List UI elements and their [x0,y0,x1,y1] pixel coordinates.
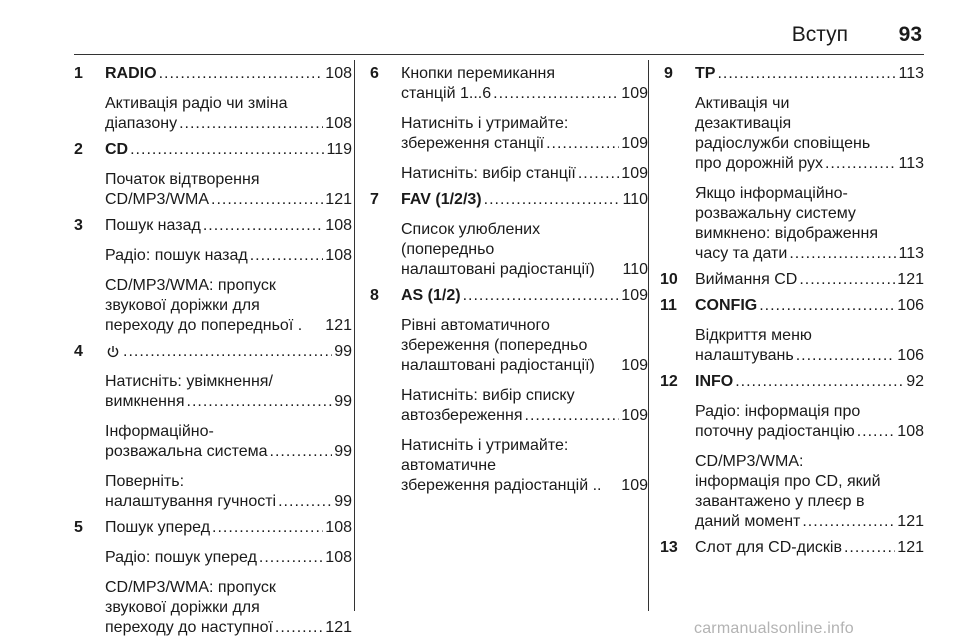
subentry-text: завантажено у плеєр в [695,493,865,510]
toc-entry-4 [74,342,352,362]
subentry-page: 109 [621,135,648,152]
toc-subentry [370,386,648,426]
subentry-text: налаштування гучності [105,493,277,510]
column-2 [370,64,648,496]
subentry-text: Натисніть і утримайте: [401,115,569,132]
subentry-page: 109 [621,477,648,494]
entry-number: 7 [370,191,379,208]
subentry-text: налаштовані радіостанції) [401,261,595,278]
toc-entry-13 [660,538,924,558]
entry-label: AS (1/2) [401,287,461,304]
entry-number: 13 [660,539,678,556]
entry-number: 10 [660,271,678,288]
subentry-text: Радіо: пошук уперед [105,549,257,566]
column-3 [660,64,924,558]
toc-entry-3 [74,216,352,236]
watermark: carmanualsonline.info [694,620,854,637]
toc-subentry [74,472,352,512]
subentry-page: 99 [334,443,352,460]
subentry-text: дезактивація [695,115,792,132]
entry-label: Слот для CD-дисків [695,539,842,556]
toc-entry-7 [370,190,648,210]
entry-number: 9 [664,65,673,82]
entry-page: 108 [325,519,352,536]
page-header [0,0,960,56]
entry-number: 3 [74,217,83,234]
toc-entry-6 [370,64,648,104]
entry-label: Пошук уперед [105,519,211,536]
toc-subentry [664,184,924,264]
subentry-text: Якщо інформаційно- [695,185,848,202]
subentry-text: (попередньо [401,241,495,258]
subentry-text: Радіо: інформація про [695,403,861,420]
subentry-text: Натисніть і утримайте: [401,437,569,454]
page-title: Вступ [791,23,848,46]
subentry-text: автозбереження [401,407,523,424]
entry-page: 109 [621,85,648,102]
subentry-text: збереження (попередньо [401,337,588,354]
toc-subentry [74,422,352,462]
entry-page: 121 [897,271,924,288]
toc-subentry [74,276,352,336]
subentry-page: 113 [898,245,924,262]
subentry-text: про дорожній рух [695,155,823,172]
entry-number: 2 [74,141,83,158]
entry-number: 11 [660,297,677,314]
toc-subentry [74,578,352,638]
entry-label: INFO [695,373,734,390]
entry-label: Кнопки перемикання [401,65,555,82]
subentry-text: налаштувань [695,347,794,364]
subentry-page: 109 [621,165,648,182]
subentry-text: переходу до наступної [105,619,273,636]
subentry-page: 106 [897,347,924,364]
entry-label: TP [695,65,716,82]
subentry-text: поточну радіостанцію [695,423,855,440]
entry-number: 12 [660,373,678,390]
subentry-page: 121 [325,317,352,334]
subentry-page: 113 [898,155,924,172]
subentry-page: 108 [325,115,352,132]
entry-label: RADIO [105,65,157,82]
subentry-text: вимкнено: відображення [695,225,878,242]
toc-entry-9 [664,64,924,84]
toc-entry-12 [660,372,924,392]
subentry-page: 99 [334,493,352,510]
subentry-page: 108 [897,423,924,440]
entry-number: 1 [74,65,83,82]
subentry-text: збереження радіостанцій .. [401,477,602,494]
column-divider [648,60,649,611]
subentry-text: автоматичне [401,457,496,474]
power-icon [105,342,121,362]
toc-entry-10 [660,270,924,290]
subentry-text: Радіо: пошук назад [105,247,248,264]
subentry-page: 121 [897,513,924,530]
subentry-page: 99 [334,393,352,410]
subentry-text: діапазону [105,115,178,132]
entry-page: 106 [897,297,924,314]
toc-entry-5 [74,518,352,538]
toc-subentry [664,452,924,532]
entry-label: станцій 1...6 [401,85,492,102]
page-number: 93 [898,23,922,46]
subentry-page: 109 [621,407,648,424]
toc-subentry [74,170,352,210]
entry-page: 110 [622,191,648,208]
toc-subentry [370,114,648,154]
entry-page: 108 [325,65,352,82]
subentry-text: Активація чи [695,95,790,112]
subentry-page: 108 [325,549,352,566]
toc-subentry [664,402,924,442]
subentry-text: радіослужби сповіщень [695,135,871,152]
subentry-page: 121 [325,619,352,636]
subentry-text: Натисніть: вибір станції [401,165,576,182]
entry-label: Пошук назад [105,217,201,234]
subentry-text: переходу до попередньої . [105,317,303,334]
entry-page: 113 [898,65,924,82]
subentry-page: 110 [622,261,648,278]
subentry-text: CD/MP3/WMA: пропуск [105,277,276,294]
subentry-text: Натисніть: вибір списку [401,387,575,404]
entry-page: 92 [906,373,924,390]
subentry-text: CD/MP3/WMA [105,191,209,208]
subentry-text: CD/MP3/WMA: [695,453,804,470]
subentry-page: 108 [325,247,352,264]
subentry-text: інформація про CD, який [695,473,881,490]
subentry-text: Активація радіо чи зміна [105,95,288,112]
entry-number: 5 [74,519,83,536]
entry-label: Виймання CD [695,271,798,288]
toc-subentry [370,164,648,184]
toc-subentry [664,326,924,366]
subentry-page: 121 [325,191,352,208]
toc-entry-1 [74,64,352,84]
subentry-text: розважальну систему [695,205,856,222]
entry-number: 8 [370,287,379,304]
subentry-text: CD/MP3/WMA: пропуск [105,579,276,596]
entry-page: 109 [621,287,648,304]
entry-number: 6 [370,65,379,82]
toc-subentry [74,246,352,266]
toc-subentry [370,436,648,496]
entry-page: 121 [897,539,924,556]
entry-number: 4 [74,343,83,360]
toc-entry-2 [74,140,352,160]
subentry-text: вимкнення [105,393,185,410]
toc-entry-11 [660,296,924,316]
entry-page: 119 [326,141,352,158]
toc-subentry [664,94,924,174]
toc-subentry [370,220,648,280]
toc-subentry [74,94,352,134]
subentry-text: розважальна система [105,443,268,460]
subentry-text: збереження станції [401,135,545,152]
column-divider [354,60,355,611]
subentry-text: налаштовані радіостанції) [401,357,595,374]
toc-entry-8 [370,286,648,306]
entry-label: FAV (1/2/3) [401,191,482,208]
subentry-text: Натисніть: увімкнення/ [105,373,273,390]
entry-label: CONFIG [695,297,758,314]
column-1 [74,64,352,638]
subentry-text: даний момент [695,513,801,530]
subentry-text: Список улюблених [401,221,541,238]
toc-subentry [370,316,648,376]
entry-label: CD [105,141,129,158]
toc-subentry [74,372,352,412]
subentry-text: Інформаційно- [105,423,214,440]
subentry-text: звукової доріжки для [105,297,260,314]
entry-page: 99 [334,343,352,360]
subentry-text: Відкриття меню [695,327,812,344]
subentry-text: звукової доріжки для [105,599,260,616]
subentry-text: Рівні автоматичного [401,317,550,334]
subentry-text: Початок відтворення [105,171,260,188]
header-rule [74,54,924,55]
entry-page: 108 [325,217,352,234]
subentry-page: 109 [621,357,648,374]
subentry-text: часу та дати [695,245,788,262]
subentry-text: Поверніть: [105,473,185,490]
toc-subentry [74,548,352,568]
